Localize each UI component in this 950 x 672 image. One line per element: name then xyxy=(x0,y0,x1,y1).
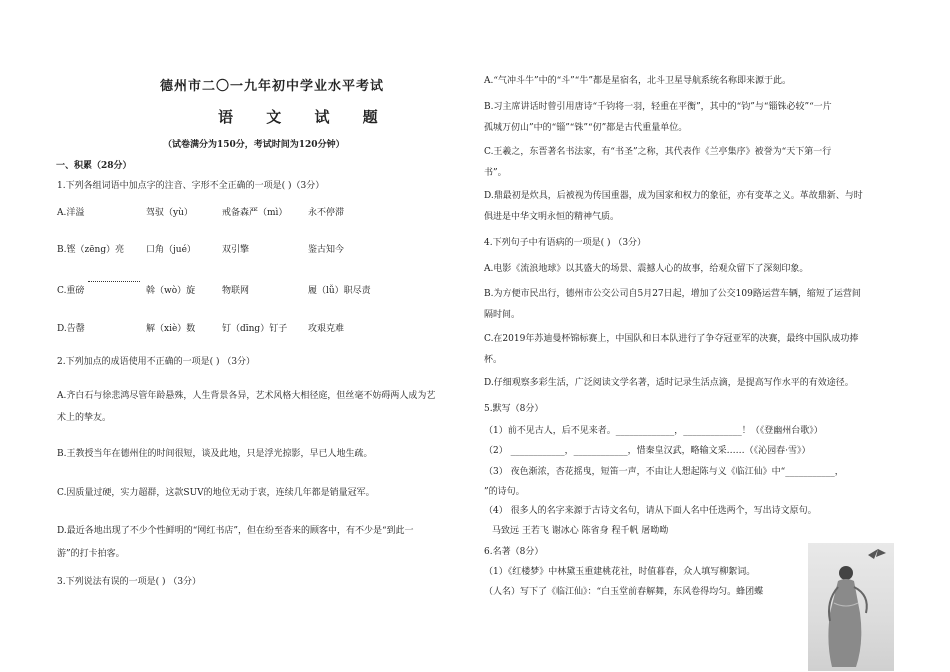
q3-option-c-line1: C.王羲之，东晋著名书法家，有“书圣”之称，其代表作《兰亭集序》被誉为“天下第一行 xyxy=(484,147,832,157)
subject-title: 语 文 试 题 xyxy=(218,108,392,126)
q5-line1: （1）前不见古人，后不见来者。_____________，_____________！（《登幽州台歌》） xyxy=(484,426,823,436)
q1-row-b-c1: B.铿（zēng）亮 xyxy=(57,245,125,255)
q2-stem: 2.下列加点的成语使用不正确的一项是( ) （3分） xyxy=(57,357,256,367)
q1-row-a-c4: 永不停滞 xyxy=(308,208,345,218)
q3-stem: 3.下列说法有误的一项是( ) （3分） xyxy=(57,577,202,587)
q2-option-a-line1: A.齐白石与徐悲鸿尽管年龄悬殊，人生背景各异，艺术风格大相径庭，但丝毫不妨碍两人成为艺 xyxy=(57,391,436,401)
q5-line3: （3） 夜色渐浓，杏花摇曳，短笛一声，不由让人想起陈与义《临江仙》中“___________， xyxy=(484,467,844,477)
q6-line1: （1）《红楼梦》中林黛玉重建桃花社，时值暮春，众人填写柳絮词。 xyxy=(484,567,756,577)
q1-row-c-c2: 斡（wò）旋 xyxy=(146,286,196,296)
q5-line4: （4） 很多人的名字来源于古诗文名句，请从下面人名中任选两个，写出诗文原句。 xyxy=(484,506,817,516)
q2-option-b: B.王教授当年在德州住的时间很短，谈及此地，只是浮光掠影，早已人地生疏。 xyxy=(57,449,373,459)
q1-row-d-c4: 攻艰克难 xyxy=(308,324,345,334)
q5-line3-cont: ”的诗句。 xyxy=(484,487,525,497)
q1-row-a-c3: 戒备森严（mì） xyxy=(222,208,288,218)
q3-option-b-line1: B.习主席讲话时曾引用唐诗“千钧将一羽，轻重在平衡”，其中的“钧”与“锱铢必较”“一片 xyxy=(484,102,832,112)
q3-option-a: A.“气冲斗牛”中的“斗”“牛”都是星宿名，北斗卫星导航系统名称即来源于此。 xyxy=(484,76,791,86)
butterfly-icon xyxy=(868,549,886,559)
exam-title: 德州市二〇一九年初中学业水平考试 xyxy=(160,79,385,94)
q3-option-d-line2: 俱进是中华文明永恒的精神气质。 xyxy=(484,212,620,222)
illustration-svg xyxy=(808,543,894,671)
q4-option-b-line2: 隔时间。 xyxy=(484,310,521,320)
emphasis-dots xyxy=(88,281,140,282)
lady-illustration xyxy=(808,543,894,671)
q1-row-a-c1: A.洋溢 xyxy=(57,208,85,218)
q6-line2: （人名）写下了《临江仙》：“白玉堂前春解舞，东风卷得均匀。蜂团蝶 xyxy=(484,587,764,597)
q1-row-b-c4: 鉴古知今 xyxy=(308,245,345,255)
q5-names: 马致远 王若飞 谢冰心 陈省身 程千帆 屠呦呦 xyxy=(492,526,669,536)
q4-stem: 4.下列句子中有语病的一项是( ) （3分） xyxy=(484,238,647,248)
q3-option-d-line1: D.鼎最初是炊具，后被视为传国重器，成为国家和权力的象征，亦有变革之义。革故鼎新、与时 xyxy=(484,191,863,201)
q5-stem: 5.默写（8分） xyxy=(484,404,544,414)
q6-stem: 6.名著（8分） xyxy=(484,547,544,557)
section-heading: 一、积累（28分） xyxy=(56,161,132,171)
q2-option-a-line2: 术上的挚友。 xyxy=(57,413,112,423)
q4-option-b-line1: B.为方便市民出行，德州市公交公司自5月27日起，增加了公交109路运营车辆，缩短了运营间 xyxy=(484,289,861,299)
q1-row-c-c3: 物联网 xyxy=(222,286,250,296)
q1-row-d-c3: 钉（dīng）钉子 xyxy=(222,324,288,334)
q1-row-b-c2: 口角（jué） xyxy=(146,245,196,255)
q2-option-d-line1: D.最近各地出现了不少个性鲜明的“网红书店”，但在纷至沓来的顾客中，有不少是“到此一 xyxy=(57,526,414,536)
q1-row-d-c1: D.告罄 xyxy=(57,324,85,334)
q3-option-b-line2: 孤城万仞山”中的“锱”“铢”“仞”都是古代重量单位。 xyxy=(484,123,688,133)
q3-option-c-line2: 书”。 xyxy=(484,168,507,178)
q4-option-d: D.仔细观察多彩生活，广泛阅读文学名著，适时记录生活点滴，是提高写作水平的有效途径。 xyxy=(484,378,854,388)
exam-note: （试卷满分为150分，考试时间为120分钟） xyxy=(163,140,345,150)
q1-row-c-c1: C.重磅 xyxy=(57,286,85,296)
q1-row-d-c2: 解（xiè）数 xyxy=(146,324,196,334)
q1-row-a-c2: 驾驭（yù） xyxy=(146,208,193,218)
figure-head xyxy=(839,566,853,580)
q1-row-c-c4: 履（lǚ）职尽责 xyxy=(308,286,371,296)
q1-row-b-c3: 双引擎 xyxy=(222,245,250,255)
q4-option-c-line1: C.在2019年苏迪曼杯锦标赛上，中国队和日本队进行了争夺冠亚军的决赛，最终中国队成功捧 xyxy=(484,334,859,344)
q4-option-c-line2: 杯。 xyxy=(484,355,503,365)
q4-option-a: A.电影《流浪地球》以其盛大的场景、震撼人心的故事，给观众留下了深刻印象。 xyxy=(484,264,809,274)
q2-option-c: C.因质量过硬，实力超群，这款SUV的地位无动于衷，连续几年都是销量冠军。 xyxy=(57,488,375,498)
q1-stem: 1.下列各组词语中加点字的注音、字形不全正确的一项是( )（3分） xyxy=(57,181,325,191)
q2-option-d-line2: 游”的打卡拍客。 xyxy=(57,549,125,559)
q5-line2: （2） ____________，____________，惜秦皇汉武，略输文采……（《沁园春·雪》） xyxy=(484,446,811,456)
